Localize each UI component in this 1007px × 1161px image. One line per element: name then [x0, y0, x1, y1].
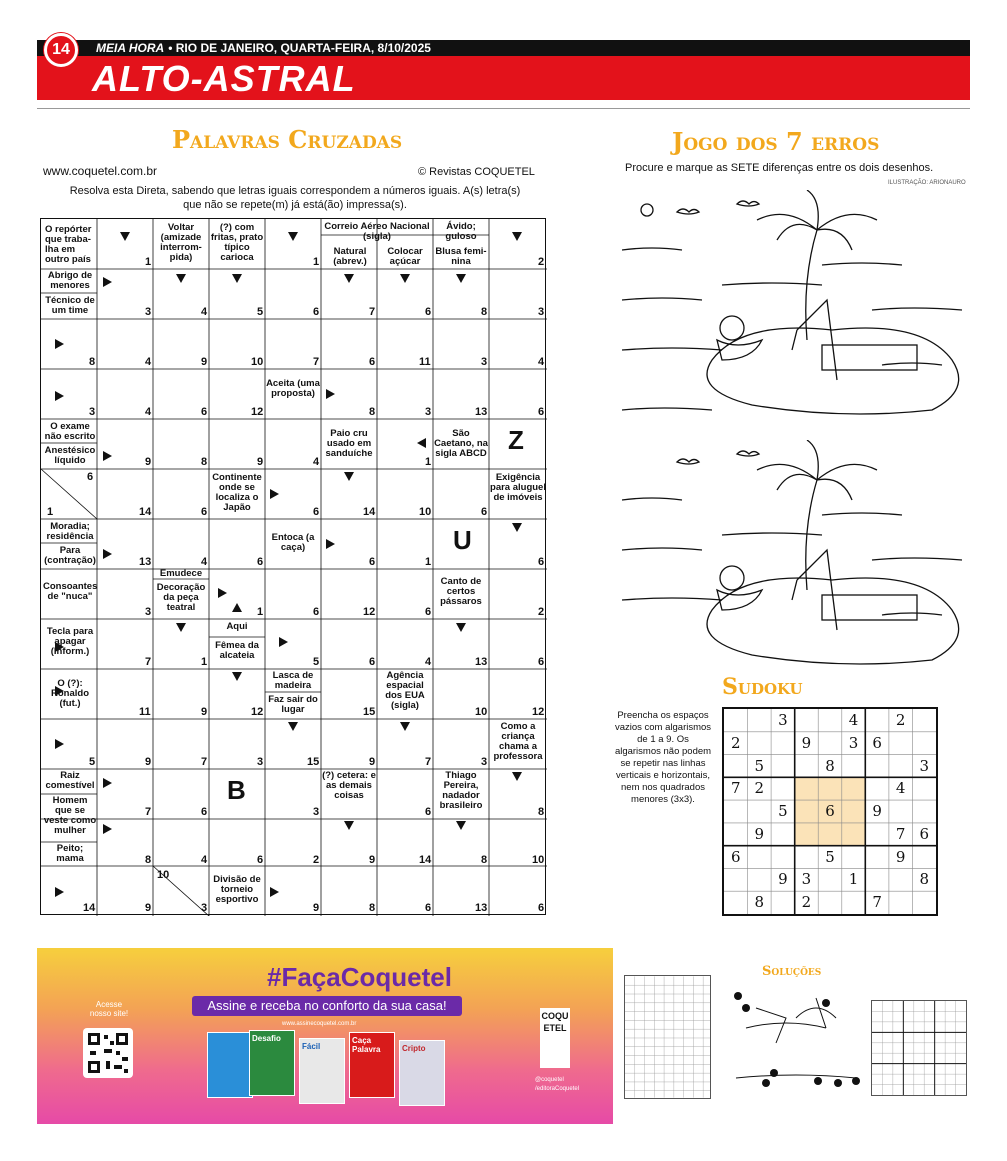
- cell-number: 6: [538, 556, 545, 568]
- arrow-right: [55, 739, 64, 749]
- printed-letter-b: B: [227, 775, 246, 805]
- cell-number: 7: [369, 306, 376, 318]
- clue-para: Para (contração): [44, 545, 96, 566]
- clue-abrigo: Abrigo de menores: [47, 270, 93, 291]
- solutions-title: Soluções: [762, 964, 822, 979]
- sudoku-cell[interactable]: [842, 823, 866, 846]
- clue-professora: Como a criança chama a professora: [493, 721, 543, 762]
- cell-number: 3: [145, 606, 152, 618]
- magazine-cover[interactable]: Cripto: [399, 1040, 445, 1106]
- sudoku-cell: 7: [731, 779, 741, 798]
- cell-number: 3: [201, 902, 208, 914]
- sudoku-cell[interactable]: [818, 868, 842, 891]
- cell-number: 6: [369, 356, 376, 368]
- erros-solution: [726, 988, 864, 1094]
- cell-number: 4: [201, 854, 208, 866]
- clue-aceita: Aceita (uma proposta): [266, 378, 320, 399]
- erros-instructions: Procure e marque as SETE diferenças entre os dois desenhos.: [625, 162, 934, 174]
- arrow-down: [400, 274, 410, 283]
- cell-number: 9: [145, 902, 152, 914]
- cell-number: 12: [532, 706, 545, 718]
- clue-prato: (?) com fritas, prato típico carioca: [210, 222, 264, 263]
- sudoku-cell: 3: [801, 870, 812, 889]
- clue-agencia: Agência espacial dos EUA (sigla): [385, 670, 425, 711]
- clue-blusa: Blusa femi-nina: [435, 246, 487, 267]
- arrow-down: [512, 523, 522, 532]
- arrow-down: [456, 821, 466, 830]
- sudoku-cell[interactable]: [795, 777, 819, 800]
- arrow-left: [417, 438, 426, 448]
- arrow-down: [232, 274, 242, 283]
- cell-number: 4: [145, 406, 152, 418]
- cell-number: 3: [481, 756, 488, 768]
- sudoku-cell[interactable]: [771, 777, 795, 800]
- sudoku-cell[interactable]: [748, 800, 772, 823]
- arrow-right: [270, 489, 279, 499]
- arrow-down: [120, 232, 130, 241]
- cell-number: 6: [481, 506, 488, 518]
- cell-number: 7: [313, 356, 320, 368]
- cell-number: 6: [201, 406, 208, 418]
- arrow-right: [326, 389, 335, 399]
- clue-emudece: Emudece: [159, 568, 203, 579]
- cell-number: 8: [481, 854, 488, 866]
- cell-number: 1: [201, 656, 208, 668]
- cell-number: 5: [313, 656, 320, 668]
- sudoku-cell[interactable]: [748, 709, 772, 732]
- sudoku-cell[interactable]: [842, 800, 866, 823]
- arrow-right: [55, 642, 64, 652]
- cell-number: 4: [201, 556, 208, 568]
- clue-entoca: Entoca (a caça): [271, 532, 315, 553]
- sudoku-cell[interactable]: [724, 709, 748, 732]
- cell-number: 6: [425, 806, 432, 818]
- arrow-right: [103, 778, 112, 788]
- cell-number: 6: [538, 902, 545, 914]
- sudoku-cell[interactable]: [795, 709, 819, 732]
- clue-continente: Continente onde se localiza o Japão: [212, 472, 262, 513]
- arrow-down: [456, 623, 466, 632]
- sudoku-cell[interactable]: [795, 800, 819, 823]
- sudoku-cell[interactable]: [771, 823, 795, 846]
- social-instagram[interactable]: @coquetel: [535, 1077, 564, 1083]
- cell-number: 13: [475, 656, 488, 668]
- clue-femea: Fêmea da alcateia: [215, 640, 259, 661]
- cell-number: 8: [89, 356, 96, 368]
- clue-peito: Peito; mama: [56, 843, 84, 864]
- sudoku-cell[interactable]: [818, 732, 842, 755]
- cell-number: 6: [257, 556, 264, 568]
- sudoku-cell: 1: [848, 870, 859, 889]
- arrow-down: [288, 722, 298, 731]
- arrow-right: [55, 391, 64, 401]
- sudoku-cell[interactable]: [748, 846, 772, 869]
- sudoku-cell[interactable]: [724, 823, 748, 846]
- cell-number: 6: [313, 506, 320, 518]
- sudoku-cell[interactable]: [724, 868, 748, 891]
- arrow-down: [512, 772, 522, 781]
- magazine-cover[interactable]: Fácil: [299, 1038, 345, 1104]
- sudoku-cell: 5: [778, 802, 788, 821]
- clue-cetera: (?) cetera: e as demais coisas: [322, 770, 376, 801]
- cell-number: 10: [532, 854, 545, 866]
- sudoku-cell: 3: [848, 733, 859, 752]
- crossword-title: Palavras Cruzadas: [172, 125, 403, 154]
- cell-number: 6: [425, 902, 432, 914]
- sudoku-cell: 4: [895, 779, 906, 798]
- cell-number: 1: [425, 556, 432, 568]
- sudoku-cell[interactable]: [865, 823, 889, 846]
- erros-title: Jogo dos 7 erros: [672, 127, 880, 156]
- magazine-cover[interactable]: [207, 1032, 253, 1098]
- cell-number: 7: [145, 656, 152, 668]
- sudoku-cell: 8: [919, 870, 929, 889]
- sudoku-cell[interactable]: [771, 846, 795, 869]
- cell-number: 4: [538, 356, 545, 368]
- cell-number: 4: [201, 306, 208, 318]
- clue-thiago: Thiago Pereira, nadador brasileiro: [439, 770, 483, 811]
- crossword-credit: © Revistas COQUETEL: [418, 166, 535, 178]
- ad-subtitle: Assine e receba no conforto da sua casa!: [192, 996, 462, 1016]
- sudoku-cell[interactable]: [889, 800, 913, 823]
- clue-avido: Ávido; guloso: [445, 221, 477, 242]
- clue-raiz: Raiz comestível: [45, 770, 95, 791]
- logo-text: COQUETEL: [541, 1011, 569, 1033]
- sudoku-cell[interactable]: [912, 709, 936, 732]
- cell-number: 3: [89, 406, 96, 418]
- cell-number: 4: [145, 356, 152, 368]
- cell-number: 6: [538, 656, 545, 668]
- cell-number: 14: [83, 902, 96, 914]
- sudoku-cell: 6: [731, 847, 741, 866]
- sudoku-cell: 9: [872, 802, 882, 821]
- cell-number: 8: [481, 306, 488, 318]
- qr-label: Acesse nosso site!: [89, 1000, 129, 1018]
- sudoku-cell: 9: [754, 824, 765, 843]
- sudoku-cell: 6: [919, 824, 929, 843]
- cell-number: 3: [481, 356, 488, 368]
- cell-number: 4: [313, 456, 320, 468]
- cell-number: 14: [139, 506, 152, 518]
- drawing-bottom: [622, 440, 967, 690]
- ad-title: #FaçaCoquetel: [267, 962, 452, 992]
- cell-number: 10: [251, 356, 264, 368]
- cell-number: 11: [139, 706, 151, 718]
- clue-natural: Natural (abrev.): [333, 246, 367, 267]
- sudoku-cell[interactable]: [865, 868, 889, 891]
- cell-number: 1: [257, 606, 264, 618]
- clue-homem: Homem que se veste como mulher: [43, 795, 97, 836]
- sudoku-cell[interactable]: [912, 846, 936, 869]
- arrow-right: [326, 539, 335, 549]
- clue-lasca: Lasca de madeira: [272, 670, 314, 691]
- social-facebook[interactable]: /editoraCoquetel: [535, 1086, 580, 1092]
- sudoku-cell: 8: [754, 893, 765, 912]
- arrow-down: [456, 274, 466, 283]
- cell-number: 15: [307, 756, 320, 768]
- cell-number: 9: [369, 854, 376, 866]
- cell-number: 5: [257, 306, 264, 318]
- arrow-down: [176, 274, 186, 283]
- cell-number: 14: [419, 854, 432, 866]
- cell-number: 9: [145, 456, 152, 468]
- sudoku-cell[interactable]: [748, 868, 772, 891]
- arrow-right: [55, 339, 64, 349]
- sudoku-cell[interactable]: [724, 891, 748, 914]
- clue-exame: O exame não escrito: [44, 421, 96, 442]
- sudoku-cell[interactable]: [771, 891, 795, 914]
- clue-reporter: O repórter que traba-lha em outro país: [45, 224, 92, 265]
- cell-number: 6: [425, 306, 432, 318]
- sudoku-solution: [871, 1000, 967, 1096]
- cell-number: 7: [145, 806, 152, 818]
- printed-letter-u: U: [453, 525, 472, 555]
- cell-number: 1: [313, 256, 320, 268]
- sudoku-cell[interactable]: [795, 846, 819, 869]
- cell-number: 6: [87, 471, 94, 483]
- clue-anestesico: Anestésico líquido: [44, 445, 96, 466]
- sudoku-cell[interactable]: [748, 732, 772, 755]
- arrow-down: [512, 232, 522, 241]
- cell-number: 9: [369, 756, 376, 768]
- sudoku-cell[interactable]: [889, 891, 913, 914]
- clue-moradia: Moradia; residência: [46, 521, 94, 542]
- cell-number: 6: [369, 656, 376, 668]
- sudoku-cell[interactable]: [865, 709, 889, 732]
- section-title: ALTO-ASTRAL: [92, 58, 356, 99]
- sudoku-cell: 8: [825, 756, 835, 775]
- coquetel-ad[interactable]: [37, 948, 613, 1124]
- sudoku-cell: 2: [731, 733, 741, 752]
- cell-number: 2: [538, 256, 545, 268]
- arrow-right: [270, 887, 279, 897]
- printed-letter-z: Z: [508, 425, 524, 455]
- cell-number: 3: [145, 306, 152, 318]
- arrow-right: [218, 588, 227, 598]
- arrow-up: [232, 603, 242, 612]
- clue-sao-caetano: São Caetano, na sigla ABCD: [434, 428, 488, 459]
- cell-number: 10: [157, 869, 170, 881]
- cell-number: 10: [419, 506, 432, 518]
- sudoku-cell[interactable]: [842, 891, 866, 914]
- cell-number: 9: [313, 902, 320, 914]
- sudoku-cell: 5: [754, 756, 765, 775]
- ad-url[interactable]: www.assinecoquetel.com.br: [282, 1021, 357, 1027]
- cell-number: 7: [201, 756, 208, 768]
- crossword-website: www.coquetel.com.br: [43, 164, 158, 178]
- sudoku-cell[interactable]: [912, 732, 936, 755]
- cell-number: 9: [201, 356, 208, 368]
- arrow-down: [176, 623, 186, 632]
- newspaper-name: MEIA HORA: [96, 41, 165, 55]
- clue-decoracao: Decoração da peça teatral: [156, 582, 206, 613]
- cell-number: 3: [313, 806, 320, 818]
- drawing-top: [622, 190, 967, 440]
- clue-tecnico: Técnico de um time: [45, 295, 95, 316]
- cell-number: 3: [257, 756, 264, 768]
- sudoku-instructions: Preencha os espaços vazios com algarismos de 1 a 9. Os algarismos não podem se repetir nas linhas verticais e horizontais, nem nos quadrados menores (3x3).: [614, 710, 712, 805]
- sudoku-cell[interactable]: [912, 800, 936, 823]
- cell-number: 4: [425, 656, 432, 668]
- sudoku-cell[interactable]: [724, 755, 748, 778]
- sudoku-cell[interactable]: [865, 777, 889, 800]
- sudoku-cell[interactable]: [795, 755, 819, 778]
- sudoku-cell: 7: [872, 893, 882, 912]
- cell-number: 9: [145, 756, 152, 768]
- sudoku-cell: 3: [778, 711, 788, 729]
- clue-exigencia: Exigência para aluguel de imóveis: [490, 472, 546, 503]
- cell-number: 8: [145, 854, 152, 866]
- sudoku-cell: 4: [848, 711, 859, 729]
- sudoku-cell[interactable]: [912, 891, 936, 914]
- coquetel-logo: [540, 1008, 570, 1068]
- clue-canto: Canto de certos pássaros: [440, 576, 482, 607]
- sudoku-cell: 5: [825, 847, 835, 866]
- cell-number: 13: [475, 406, 488, 418]
- cell-number: 14: [363, 506, 376, 518]
- crossword-instructions: Resolva esta Direta, sabendo que letras iguais correspondem a números iguais. A(s) letra(s) que não se repete(m) já está(ão) impressa(s).: [69, 185, 521, 211]
- cell-number: 8: [369, 406, 376, 418]
- cell-number: 3: [538, 306, 545, 318]
- sudoku-cell[interactable]: [889, 868, 913, 891]
- arrow-down: [400, 722, 410, 731]
- clue-correio: Correio Aéreo Nacional (sigla): [324, 221, 430, 242]
- cell-number: 6: [425, 606, 432, 618]
- page-number: 14: [44, 33, 78, 67]
- cell-number: 6: [369, 556, 376, 568]
- cell-number: 7: [425, 756, 432, 768]
- clue-divisao: Divisão de torneio esportivo: [213, 874, 261, 905]
- cell-number: 6: [313, 306, 320, 318]
- qr-code-icon[interactable]: [83, 1028, 133, 1078]
- sudoku-cell: 2: [754, 779, 765, 798]
- cell-number: 12: [363, 606, 376, 618]
- sudoku-cell: 9: [778, 870, 788, 889]
- sudoku-cell[interactable]: [912, 777, 936, 800]
- cell-number: 5: [89, 756, 96, 768]
- sudoku-cell[interactable]: [842, 755, 866, 778]
- crossword-grid-lines: [41, 219, 547, 916]
- cell-number: 1: [47, 506, 54, 518]
- clue-paio: Paio cru usado em sanduíche: [325, 428, 373, 459]
- sudoku-cell: 6: [872, 733, 882, 752]
- cell-number: 1: [145, 256, 152, 268]
- sudoku-cell[interactable]: [818, 823, 842, 846]
- cell-number: 15: [363, 706, 376, 718]
- sudoku-cell[interactable]: [842, 777, 866, 800]
- arrow-down: [344, 472, 354, 481]
- cell-number: 12: [251, 406, 264, 418]
- ad-social: [535, 1076, 579, 1094]
- arrow-right: [103, 824, 112, 834]
- arrow-right: [55, 686, 64, 696]
- clue-acucar: Colocar açúcar: [387, 246, 423, 267]
- clue-voltar: Voltar (amizade interrom-pida): [160, 222, 202, 263]
- clue-faz-sair: Faz sair do lugar: [268, 694, 318, 715]
- cell-number: 2: [313, 854, 320, 866]
- header-divider: [37, 108, 970, 109]
- arrow-down: [288, 232, 298, 241]
- sudoku-cell[interactable]: [818, 709, 842, 732]
- crossword-solution: [624, 975, 711, 1099]
- sudoku-cell: 3: [919, 756, 929, 775]
- cell-number: 6: [201, 806, 208, 818]
- cell-number: 13: [475, 902, 488, 914]
- cell-number: 13: [139, 556, 152, 568]
- magazine-cover[interactable]: Desafio: [249, 1030, 295, 1096]
- sudoku-cell[interactable]: [865, 846, 889, 869]
- sudoku-cell[interactable]: [818, 891, 842, 914]
- cell-number: 11: [419, 356, 431, 368]
- sudoku-cell[interactable]: [889, 755, 913, 778]
- sudoku-grid: [722, 707, 938, 916]
- sudoku-cell[interactable]: [865, 755, 889, 778]
- sudoku-cell[interactable]: [889, 732, 913, 755]
- sudoku-cell[interactable]: [795, 823, 819, 846]
- cell-number: 6: [201, 506, 208, 518]
- sudoku-cell: 2: [895, 711, 906, 729]
- arrow-right: [55, 887, 64, 897]
- sudoku-title: Sudoku: [722, 674, 803, 700]
- cell-number: 8: [369, 902, 376, 914]
- cell-number: 6: [538, 406, 545, 418]
- sudoku-cell: 6: [825, 802, 835, 821]
- crossword-grid: [40, 218, 546, 915]
- cell-number: 10: [475, 706, 488, 718]
- sudoku-cell: 9: [895, 847, 906, 866]
- clue-consoantes: Consoantes de "nuca": [43, 581, 98, 602]
- header-dateline: [96, 41, 431, 55]
- arrow-down: [344, 274, 354, 283]
- cell-number: 3: [425, 406, 432, 418]
- arrow-right: [103, 277, 112, 287]
- arrow-down: [232, 672, 242, 681]
- arrow-right: [103, 549, 112, 559]
- cell-number: 9: [201, 706, 208, 718]
- cell-number: 9: [257, 456, 264, 468]
- sudoku-cell[interactable]: [771, 755, 795, 778]
- clue-tecla: Tecla para apagar (Inform.): [46, 626, 94, 657]
- cell-number: 6: [313, 606, 320, 618]
- dateline: • RIO DE JANEIRO, QUARTA-FEIRA, 8/10/2025: [168, 41, 431, 55]
- arrow-right: [103, 451, 112, 461]
- cell-number: 12: [251, 706, 264, 718]
- cell-number: 1: [425, 456, 432, 468]
- clue-ronaldo: O (?): Ronaldo (fut.): [51, 678, 89, 709]
- sudoku-cell: 7: [895, 824, 906, 843]
- clue-aqui: Aqui: [226, 621, 248, 632]
- sudoku-cell: 9: [801, 733, 812, 752]
- sudoku-cell[interactable]: [818, 777, 842, 800]
- cell-number: 6: [257, 854, 264, 866]
- sudoku-cell[interactable]: [724, 800, 748, 823]
- sudoku-cell[interactable]: [771, 732, 795, 755]
- cell-number: 8: [201, 456, 208, 468]
- magazine-cover[interactable]: Caça Palavra: [349, 1032, 395, 1098]
- cell-number: 2: [538, 606, 545, 618]
- erros-credit: ILUSTRAÇÃO: ARIONAURO: [888, 180, 966, 186]
- sudoku-cell: 2: [801, 893, 812, 912]
- sudoku-cell[interactable]: [842, 846, 866, 869]
- cell-number: 8: [538, 806, 545, 818]
- arrow-right: [279, 637, 288, 647]
- arrow-down: [344, 821, 354, 830]
